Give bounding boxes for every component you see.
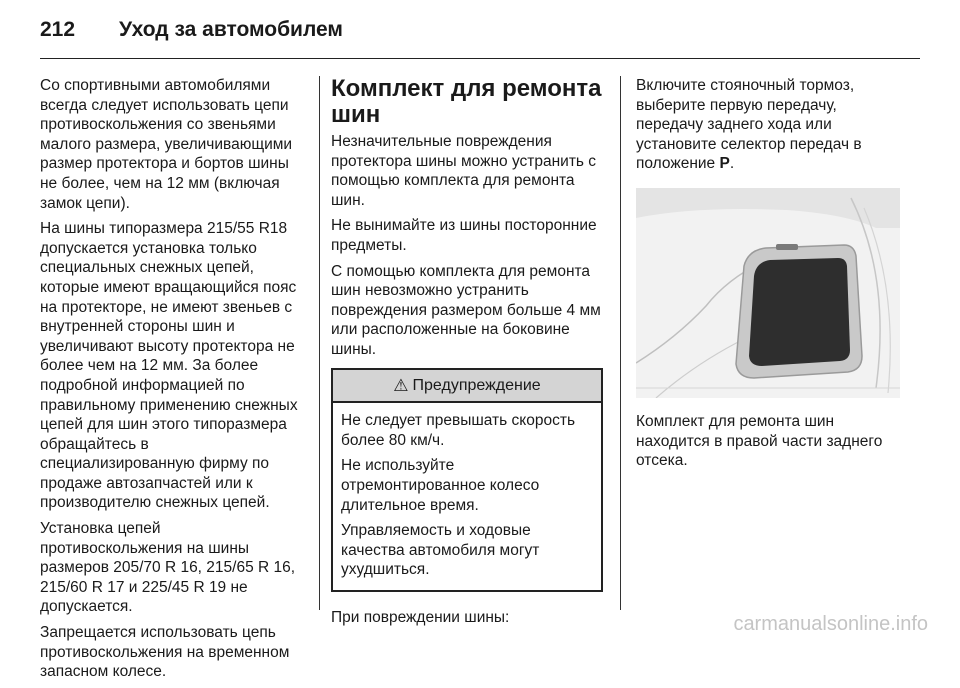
column-divider-left (319, 76, 320, 610)
figure-caption: Комплект для ремонта шин находится в правой части заднего отсека. (636, 412, 883, 470)
instruction-text: Включите стояночный тормоз, выберите первую передачу, передачу заднего хода или установите селектор передач в положение (636, 77, 862, 173)
instruction-end: . (729, 155, 735, 173)
gear-position-p: P (719, 155, 730, 173)
column-left (40, 76, 306, 688)
header-rule (40, 58, 920, 59)
paragraph: Установка цепей противоскольжения на шины размеров 205/70 R 16, 215/65 R 16, 215/60 R 17 и 225/45 R 19 не допускается. (40, 520, 296, 616)
page-title: Уход за автомобилем (119, 18, 343, 41)
warning-title: Предупреждение (412, 376, 541, 394)
warning-paragraph: Управляемость и ходовые качества автомобиля могут ухудшиться. (341, 522, 540, 579)
warning-box (331, 368, 603, 592)
warning-body (333, 403, 601, 590)
warning-paragraph: Не используйте отремонтированное колесо длительное время. (341, 457, 540, 514)
paragraph: Запрещается использовать цепь противоскольжения на временном запасном колесе. (40, 624, 290, 681)
warning-header (333, 370, 601, 404)
column-middle (331, 76, 603, 633)
paragraph: На шины типоразмера 215/55 R18 допускается установка только специальных снежных цепей, которые имеют вращающийся пояс на протекторе, не имеют звеньев с внутренней стороны шин и увеличивают высоту протектора не более чем на 12 мм. За более подробной информацией по правильному применению снежных цепей для шин этого типоразмера обращайтесь в специализированную фирму по продаже автозапчастей или к производителю снежных цепей. (40, 220, 298, 512)
page-header (40, 18, 343, 48)
column-divider-right (620, 76, 621, 610)
paragraph: При повреждении шины: (331, 608, 510, 626)
warning-paragraph: Не следует превышать скорость более 80 км/ч. (341, 412, 576, 449)
paragraph: Незначительные повреждения протектора шины можно устранить с помощью комплекта для ремонта шин. (331, 133, 597, 209)
column-right (636, 76, 902, 477)
paragraph: Не вынимайте из шины посторонние предметы. (331, 217, 597, 254)
watermark: carmanualsonline.info (733, 613, 928, 635)
warning-triangle-icon: ⚠ (393, 375, 409, 395)
paragraph (636, 76, 902, 174)
paragraph: С помощью комплекта для ремонта шин невозможно устранить повреждения размером больше 4 мм или расположенные на боковине шины. (331, 262, 601, 358)
paragraph: Со спортивными автомобилями всегда следует использовать цепи противоскольжения со звеньями малого размера, увеличивающими размер протектора и бортов шины не более, чем на 12 мм (включая замок цепи). (40, 77, 293, 212)
trunk-panel-illustration-icon (636, 188, 900, 398)
section-title: Комплект для ремонта шин (331, 75, 602, 128)
page-number: 212 (40, 18, 76, 41)
